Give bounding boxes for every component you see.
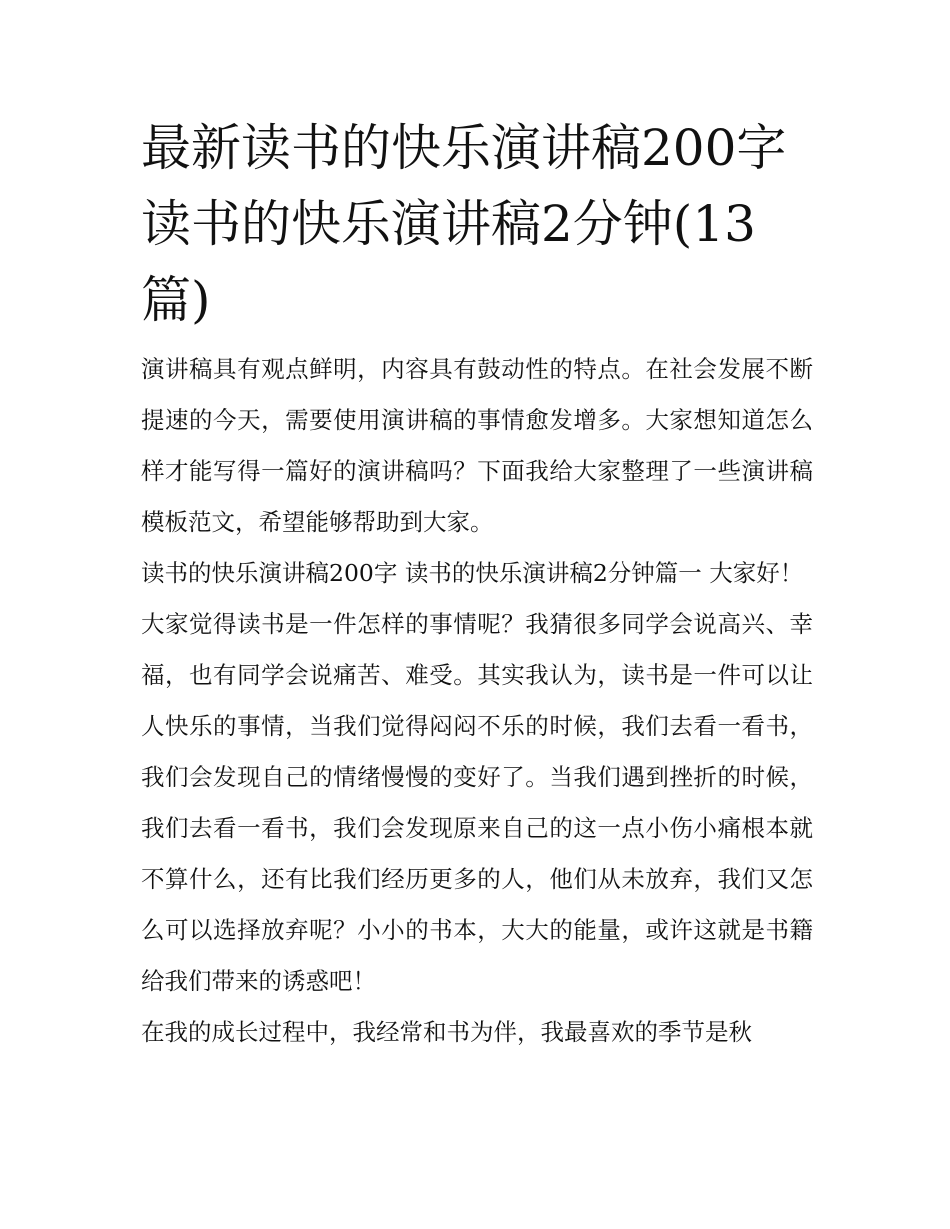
title-line-1: 最新读书的快乐演讲稿200字 <box>141 119 787 177</box>
title-line-3: 篇) <box>141 271 211 329</box>
document-title <box>141 110 813 338</box>
document-page <box>141 110 813 1058</box>
section-heading-paragraph: 读书的快乐演讲稿200字 读书的快乐演讲稿2分钟篇一 大家好！ <box>141 559 804 587</box>
title-line-2: 读书的快乐演讲稿2分钟(13 <box>141 195 756 253</box>
intro-paragraph: 演讲稿具有观点鲜明，内容具有鼓动性的特点。在社会发展不断提速的今天，需要使用演讲稿的事情愈发增多。大家想知道怎么样才能写得一篇好的演讲稿吗？下面我给大家整理了一些演讲稿模板范文，希望能够帮助到大家。 <box>141 355 813 536</box>
body-paragraph-continued: 在我的成长过程中，我经常和书为伴，我最喜欢的季节是秋 <box>141 1018 752 1046</box>
body-paragraph: 大家觉得读书是一件怎样的事情呢？我猜很多同学会说高兴、幸福，也有同学会说痛苦、难受。其实我认为，读书是一件可以让人快乐的事情，当我们觉得闷闷不乐的时候，我们去看一看书，我们会发现自己的情绪慢慢的变好了。当我们遇到挫折的时候，我们去看一看书，我们会发现原来自己的这一点小伤小痛根本就不算什么，还有比我们经历更多的人，他们从未放弃，我们又怎么可以选择放弃呢？小小的书本，大大的能量，或许这就是书籍给我们带来的诱惑吧！ <box>141 610 813 995</box>
